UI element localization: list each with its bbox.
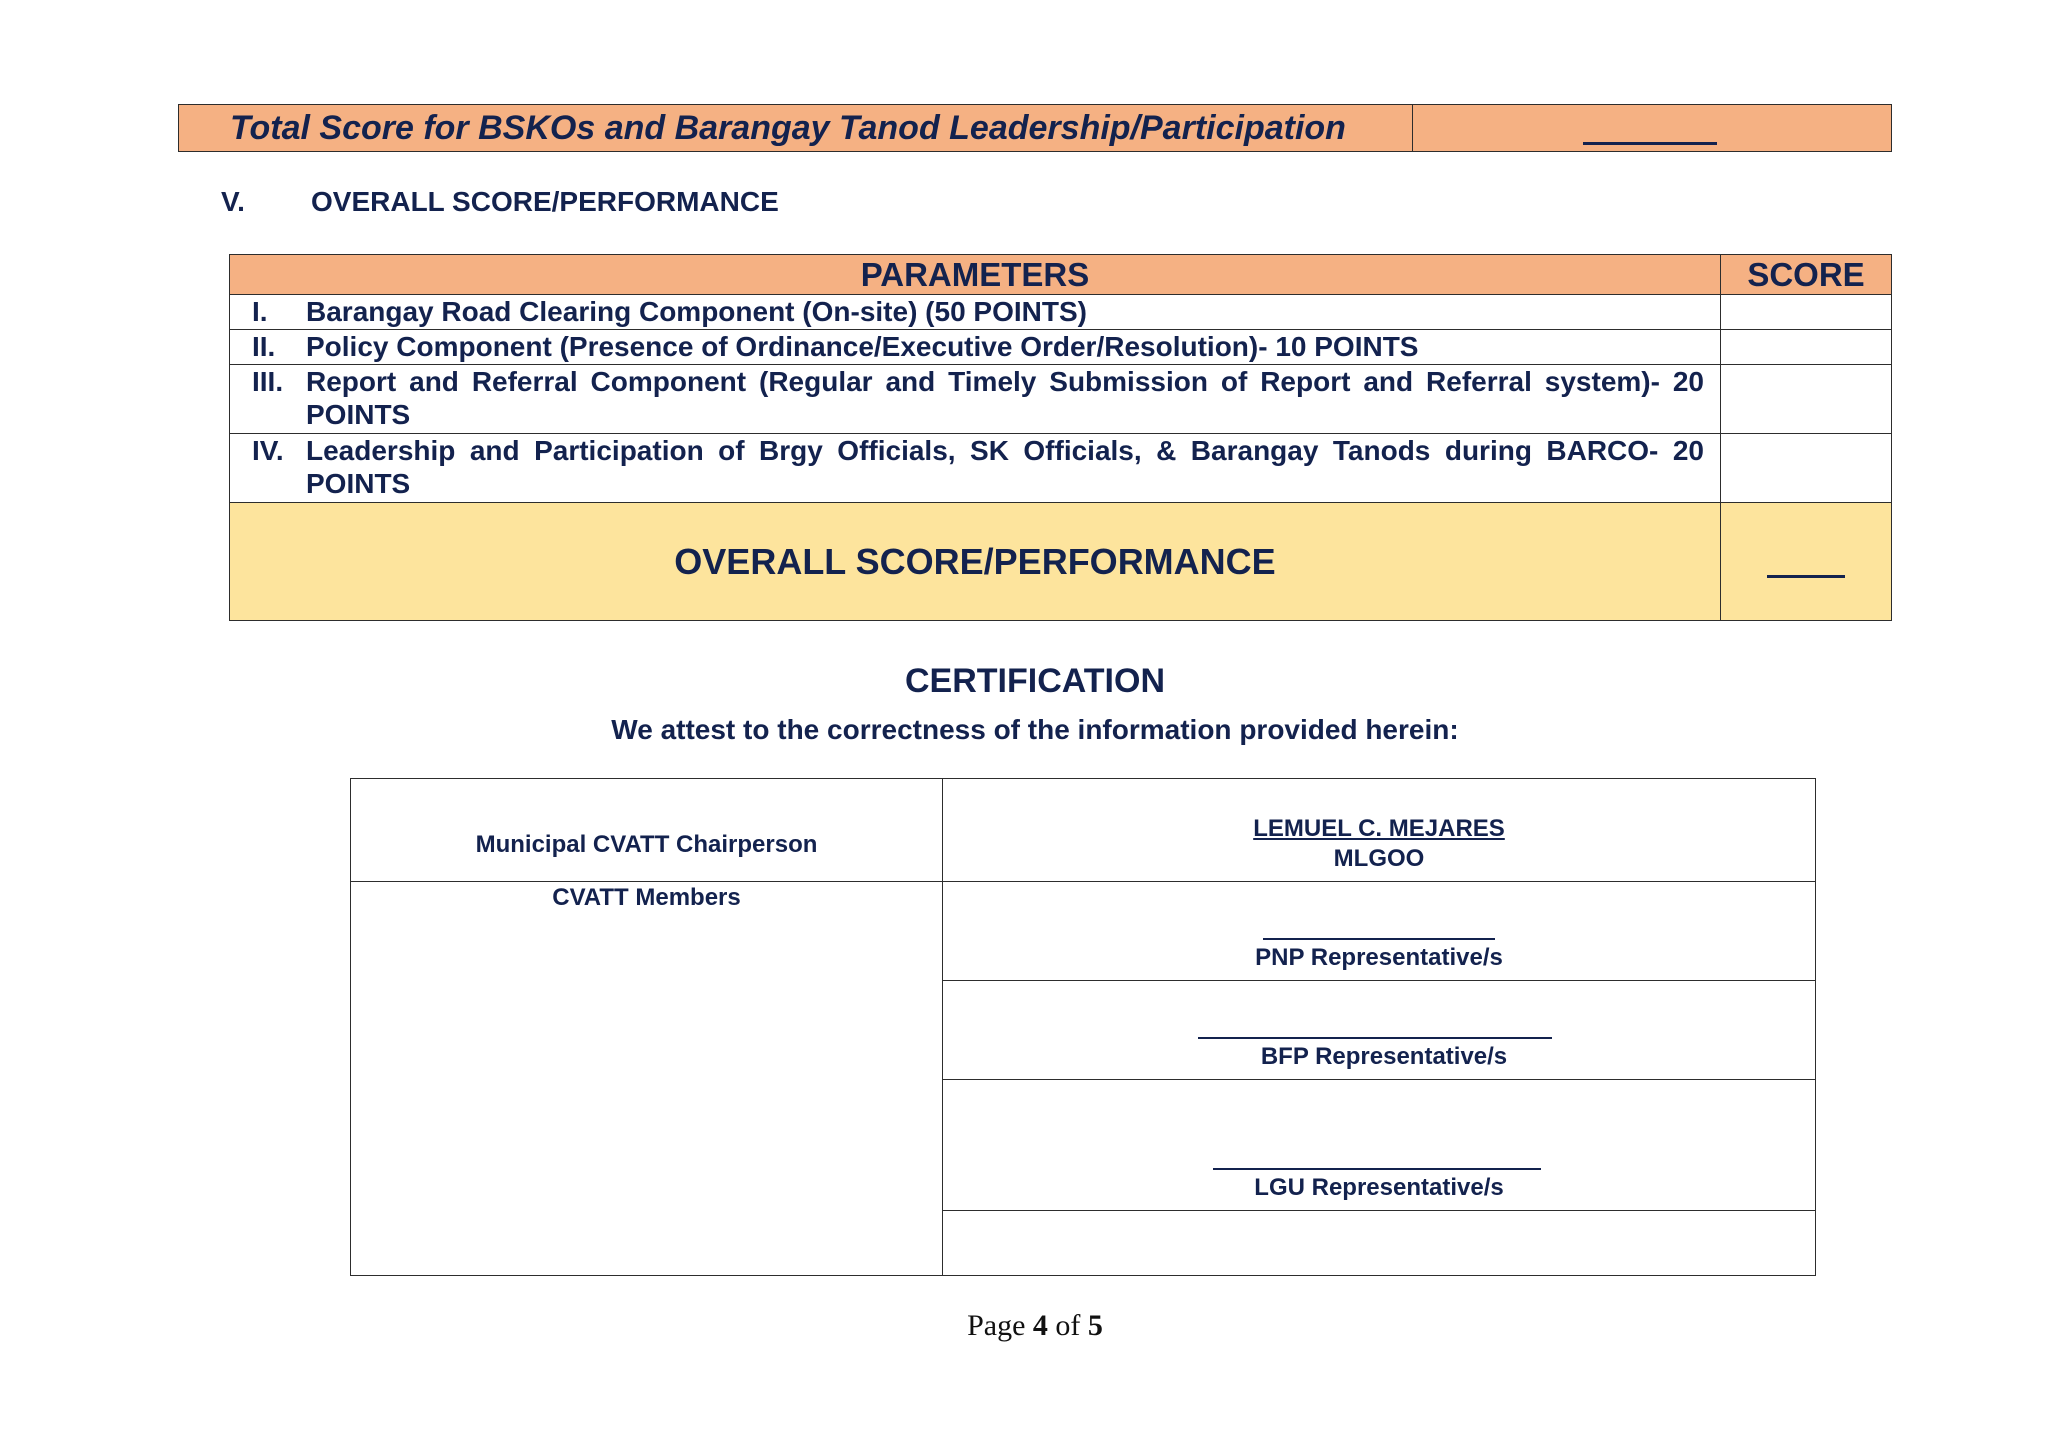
pnp-label: PNP Representative/s: [1255, 944, 1503, 971]
page-current: 4: [1032, 1309, 1048, 1342]
bfp-label: BFP Representative/s: [1260, 1043, 1508, 1070]
certification-title: CERTIFICATION: [904, 662, 1165, 700]
parameter-text: Leadership and Participation of Brgy Officials, SK Officials, & Barangay Tanods during BARCO- 20 POINTS: [306, 435, 1704, 499]
page-total: 5: [1087, 1309, 1103, 1342]
certification-statement: We attest to the correctness of the information provided herein:: [611, 714, 1459, 745]
parameters-header-row: [230, 255, 1892, 295]
section-heading: [221, 186, 779, 218]
lgu-cell: [943, 1080, 1816, 1211]
total-score-blank-line: [1583, 142, 1717, 145]
parameter-score-cell[interactable]: [1721, 330, 1892, 365]
parameters-table: [229, 254, 1892, 621]
parameter-score-cell[interactable]: [1721, 434, 1892, 503]
page-number: [0, 1309, 2048, 1343]
parameter-text: Policy Component (Presence of Ordinance/Executive Order/Resolution)- 10 POINTS: [306, 331, 1419, 362]
overall-label: OVERALL SCORE/PERFORMANCE: [230, 503, 1721, 621]
pnp-cell: [943, 882, 1816, 981]
parameter-number: II.: [252, 331, 276, 362]
overall-score-field[interactable]: [1721, 503, 1892, 621]
mlgoo-cell: [943, 779, 1816, 882]
parameter-text: Report and Referral Component (Regular and Timely Submission of Report and Referral system)- 20 POINTS: [306, 366, 1704, 430]
parameter-number: I.: [252, 296, 268, 327]
parameter-score-cell[interactable]: [1721, 365, 1892, 434]
members-cell: [351, 882, 943, 1276]
mlgoo-title: MLGOO: [1333, 845, 1425, 872]
overall-row: [230, 503, 1892, 621]
lgu-signature-line[interactable]: [1213, 1168, 1541, 1170]
parameter-text: Barangay Road Clearing Component (On-site) (50 POINTS): [306, 296, 1087, 327]
parameter-number: IV.: [252, 435, 284, 466]
mlgoo-name: LEMUEL C. MEJARES: [1253, 815, 1505, 842]
section-title: OVERALL SCORE/PERFORMANCE: [311, 186, 779, 217]
chairperson-cell: [351, 779, 943, 882]
chairperson-label: Municipal CVATT Chairperson: [475, 831, 818, 858]
parameter-score-cell[interactable]: [1721, 295, 1892, 330]
score-header: SCORE: [1721, 255, 1892, 295]
total-score-field[interactable]: [1413, 105, 1892, 152]
lgu-label: LGU Representative/s: [1254, 1174, 1504, 1201]
parameter-row: [230, 330, 1892, 365]
bfp-signature-line[interactable]: [1198, 1037, 1552, 1039]
bfp-cell: [943, 981, 1816, 1080]
signatories-table: [350, 778, 1816, 1276]
page-prefix: Page: [967, 1309, 1026, 1342]
page-of: of: [1055, 1309, 1081, 1342]
empty-signature-cell: [943, 1211, 1816, 1276]
members-label: CVATT Members: [552, 884, 741, 911]
overall-blank-line: [1767, 575, 1845, 578]
section-number: V.: [221, 186, 245, 217]
parameter-row: [230, 365, 1892, 434]
parameter-row: [230, 295, 1892, 330]
parameters-header: PARAMETERS: [230, 255, 1721, 295]
pnp-signature-line[interactable]: [1263, 938, 1495, 940]
parameter-number: III.: [252, 366, 284, 397]
parameter-row: [230, 434, 1892, 503]
total-score-label: Total Score for BSKOs and Barangay Tanod Leadership/Participation: [179, 105, 1413, 152]
total-score-table: [178, 104, 1892, 152]
